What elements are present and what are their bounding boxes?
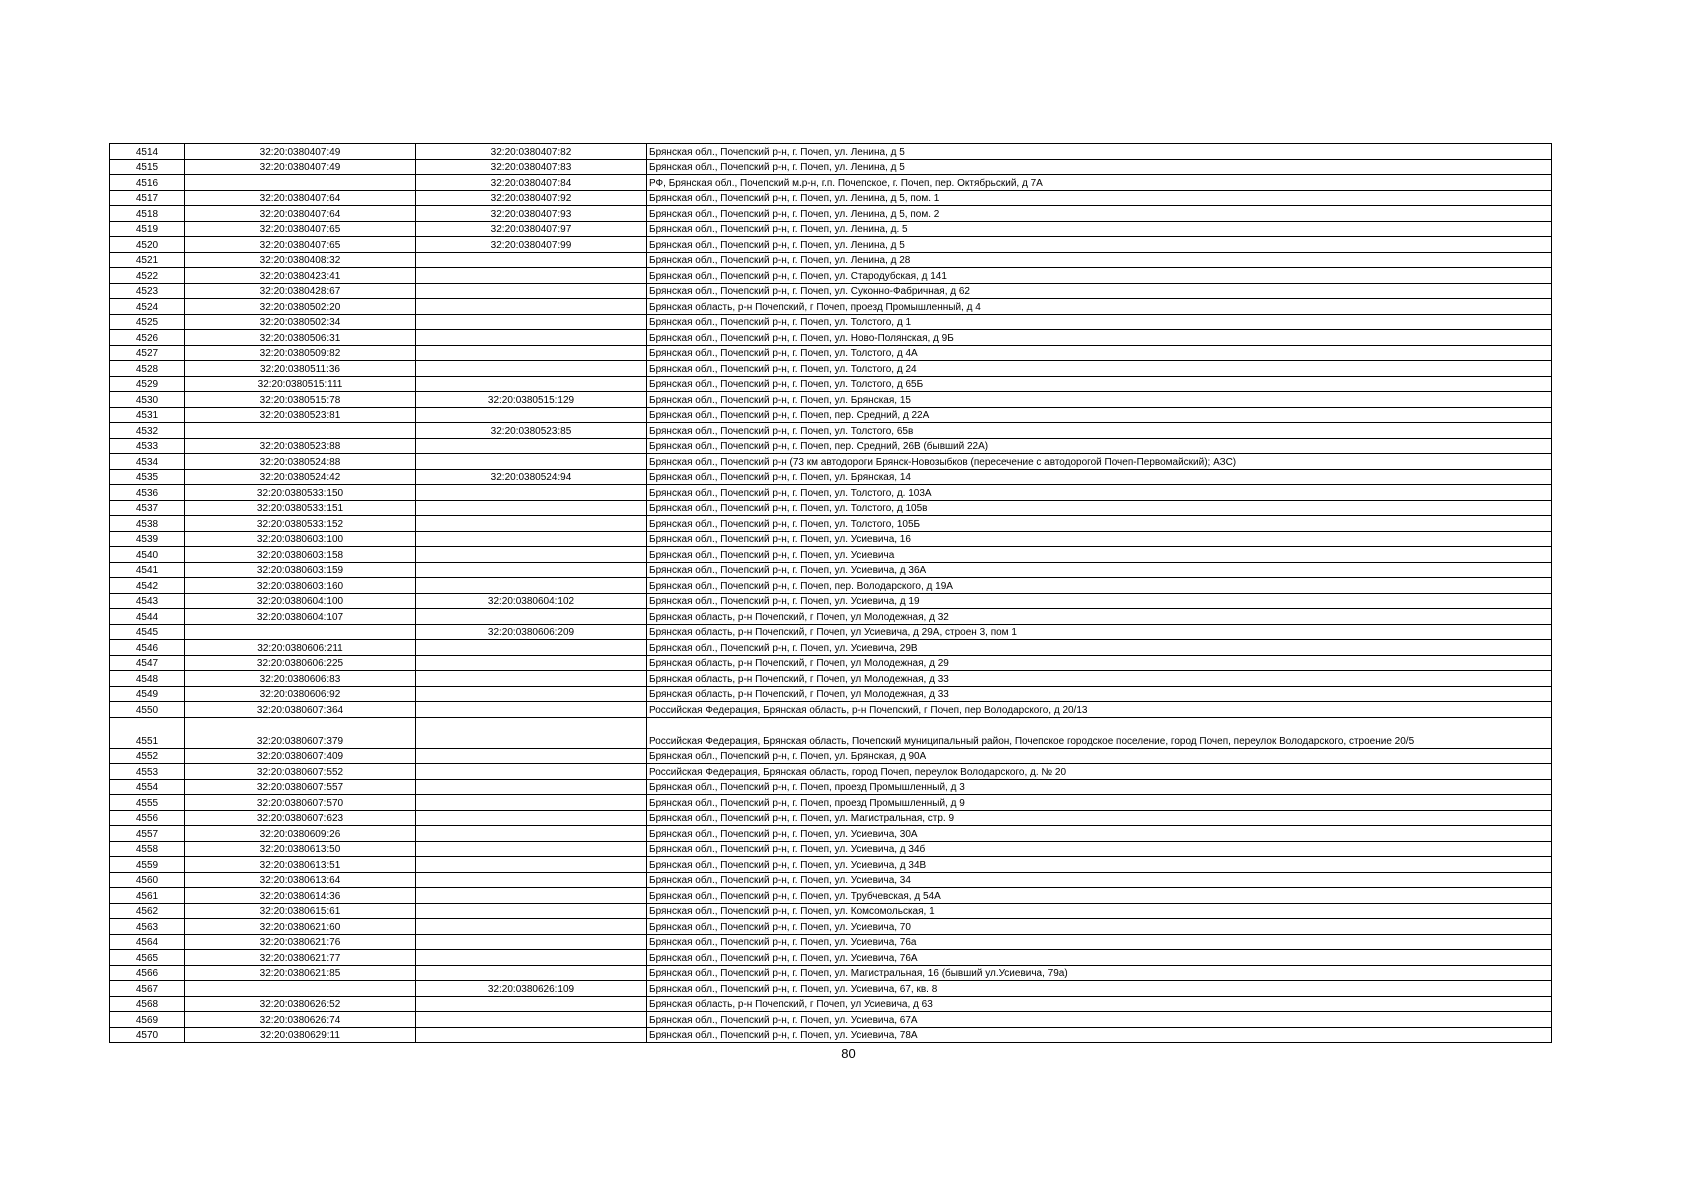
sub-cadastral-number-cell (416, 485, 647, 501)
table-row (110, 919, 1552, 935)
address-cell: Брянская обл., Почепский р-н, г. Почеп, ул. Толстого, д 1 (647, 314, 1552, 330)
cadastral-number-cell (185, 624, 416, 640)
row-number-cell: 4536 (110, 485, 185, 501)
sub-cadastral-number-cell (416, 376, 647, 392)
address-cell: Брянская обл., Почепский р-н, г. Почеп, ул. Толстого, д 4А (647, 345, 1552, 361)
cadastral-number-cell: 32:20:0380604:107 (185, 609, 416, 625)
address-cell: Брянская обл., Почепский р-н, г. Почеп, ул. Усиевича, 78А (647, 1027, 1552, 1043)
address-cell: РФ, Брянская обл., Почепский м.р-н, г.п. Почепское, г. Почеп, пер. Октябрьский, д 7А (647, 175, 1552, 191)
sub-cadastral-number-cell (416, 531, 647, 547)
address-cell: Брянская обл., Почепский р-н, г. Почеп, ул. Усиевича, 67А (647, 1012, 1552, 1028)
row-number-cell: 4560 (110, 872, 185, 888)
table-row (110, 965, 1552, 981)
row-number-cell: 4538 (110, 516, 185, 532)
sub-cadastral-number-cell: 32:20:0380626:109 (416, 981, 647, 997)
sub-cadastral-number-cell (416, 950, 647, 966)
row-number-cell: 4564 (110, 934, 185, 950)
table-row (110, 903, 1552, 919)
row-number-cell: 4559 (110, 857, 185, 873)
table-row (110, 950, 1552, 966)
cadastral-number-cell: 32:20:0380607:623 (185, 810, 416, 826)
cadastral-number-cell: 32:20:0380615:61 (185, 903, 416, 919)
sub-cadastral-number-cell (416, 717, 647, 748)
address-cell: Брянская обл., Почепский р-н, г. Почеп, ул. Ленина, д 5 (647, 144, 1552, 160)
sub-cadastral-number-cell (416, 268, 647, 284)
sub-cadastral-number-cell: 32:20:0380407:99 (416, 237, 647, 253)
row-number-cell: 4527 (110, 345, 185, 361)
address-cell: Брянская обл., Почепский р-н, г. Почеп, ул. Толстого, д 105в (647, 500, 1552, 516)
address-cell: Брянская обл., Почепский р-н, г. Почеп, ул. Усиевича, 67, кв. 8 (647, 981, 1552, 997)
address-cell: Брянская обл., Почепский р-н, г. Почеп, ул. Суконно-Фабричная, д 62 (647, 283, 1552, 299)
cadastral-number-cell: 32:20:0380604:100 (185, 593, 416, 609)
sub-cadastral-number-cell: 32:20:0380407:84 (416, 175, 647, 191)
registry-table (109, 143, 1552, 1043)
cadastral-number-cell: 32:20:0380407:49 (185, 144, 416, 160)
cadastral-number-cell: 32:20:0380509:82 (185, 345, 416, 361)
address-cell: Брянская обл., Почепский р-н, г. Почеп, ул. Ленина, д 5 (647, 237, 1552, 253)
row-number-cell: 4562 (110, 903, 185, 919)
address-cell: Брянская обл., Почепский р-н, г. Почеп, пер. Средний, д 22А (647, 407, 1552, 423)
table-row (110, 671, 1552, 687)
cadastral-number-cell: 32:20:0380408:32 (185, 252, 416, 268)
cadastral-number-cell: 32:20:0380502:34 (185, 314, 416, 330)
address-cell: Брянская обл., Почепский р-н, г. Почеп, проезд Промышленный, д 3 (647, 779, 1552, 795)
sub-cadastral-number-cell (416, 283, 647, 299)
table-row (110, 1027, 1552, 1043)
cadastral-number-cell: 32:20:0380407:64 (185, 190, 416, 206)
sub-cadastral-number-cell: 32:20:0380407:83 (416, 159, 647, 175)
address-cell: Брянская обл., Почепский р-н, г. Почеп, ул. Усиевича (647, 547, 1552, 563)
table-row (110, 609, 1552, 625)
cadastral-number-cell: 32:20:0380626:52 (185, 996, 416, 1012)
row-number-cell: 4522 (110, 268, 185, 284)
sub-cadastral-number-cell: 32:20:0380407:93 (416, 206, 647, 222)
row-number-cell: 4561 (110, 888, 185, 904)
cadastral-number-cell: 32:20:0380607:409 (185, 748, 416, 764)
address-cell: Брянская обл., Почепский р-н, г. Почеп, ул. Усиевича, 34 (647, 872, 1552, 888)
row-number-cell: 4515 (110, 159, 185, 175)
table-row (110, 237, 1552, 253)
table-row (110, 159, 1552, 175)
table-row (110, 872, 1552, 888)
address-cell: Брянская обл., Почепский р-н, г. Почеп, пер. Средний, 26В (бывший 22А) (647, 438, 1552, 454)
address-cell: Брянская обл., Почепский р-н, г. Почеп, ул. Трубчевская, д 54А (647, 888, 1552, 904)
table-row (110, 221, 1552, 237)
address-cell: Брянская обл., Почепский р-н (73 км автодороги Брянск-Новозыбков (пересечение с автодорогой Почеп-Первомайский); АЗС) (647, 454, 1552, 470)
row-number-cell: 4520 (110, 237, 185, 253)
sub-cadastral-number-cell (416, 655, 647, 671)
table-row (110, 438, 1552, 454)
row-number-cell: 4558 (110, 841, 185, 857)
table-row (110, 593, 1552, 609)
cadastral-number-cell: 32:20:0380603:158 (185, 547, 416, 563)
cadastral-number-cell: 32:20:0380607:364 (185, 702, 416, 718)
address-cell: Брянская область, р-н Почепский, г Почеп, ул Молодежная, д 33 (647, 686, 1552, 702)
row-number-cell: 4529 (110, 376, 185, 392)
sub-cadastral-number-cell (416, 516, 647, 532)
table-row (110, 1012, 1552, 1028)
address-cell: Брянская обл., Почепский р-н, г. Почеп, ул. Усиевича, д 34б (647, 841, 1552, 857)
table-row (110, 888, 1552, 904)
table-row (110, 500, 1552, 516)
sub-cadastral-number-cell (416, 252, 647, 268)
address-cell: Брянская обл., Почепский р-н, г. Почеп, ул. Магистральная, стр. 9 (647, 810, 1552, 826)
table-row (110, 252, 1552, 268)
row-number-cell: 4554 (110, 779, 185, 795)
table-row (110, 392, 1552, 408)
table-row (110, 810, 1552, 826)
table-row (110, 330, 1552, 346)
table-row (110, 361, 1552, 377)
cadastral-number-cell: 32:20:0380629:11 (185, 1027, 416, 1043)
sub-cadastral-number-cell: 32:20:0380515:129 (416, 392, 647, 408)
cadastral-number-cell: 32:20:0380523:81 (185, 407, 416, 423)
address-cell: Брянская обл., Почепский р-н, г. Почеп, ул. Брянская, д 90А (647, 748, 1552, 764)
sub-cadastral-number-cell (416, 841, 647, 857)
row-number-cell: 4516 (110, 175, 185, 191)
cadastral-number-cell: 32:20:0380613:64 (185, 872, 416, 888)
registry-body (110, 144, 1552, 1043)
table-row (110, 531, 1552, 547)
sub-cadastral-number-cell (416, 872, 647, 888)
sub-cadastral-number-cell: 32:20:0380606:209 (416, 624, 647, 640)
sub-cadastral-number-cell (416, 578, 647, 594)
cadastral-number-cell: 32:20:0380613:50 (185, 841, 416, 857)
row-number-cell: 4531 (110, 407, 185, 423)
table-row (110, 779, 1552, 795)
row-number-cell: 4533 (110, 438, 185, 454)
sub-cadastral-number-cell (416, 686, 647, 702)
table-row (110, 144, 1552, 160)
row-number-cell: 4521 (110, 252, 185, 268)
row-number-cell: 4523 (110, 283, 185, 299)
sub-cadastral-number-cell (416, 547, 647, 563)
address-cell: Российская Федерация, Брянская область, р-н Почепский, г Почеп, пер Володарского, д 20/13 (647, 702, 1552, 718)
sub-cadastral-number-cell: 32:20:0380523:85 (416, 423, 647, 439)
cadastral-number-cell: 32:20:0380502:20 (185, 299, 416, 315)
address-cell: Брянская обл., Почепский р-н, г. Почеп, ул. Усиевича, 70 (647, 919, 1552, 935)
table-row (110, 857, 1552, 873)
sub-cadastral-number-cell (416, 919, 647, 935)
row-number-cell: 4534 (110, 454, 185, 470)
address-cell: Брянская обл., Почепский р-н, г. Почеп, проезд Промышленный, д 9 (647, 795, 1552, 811)
table-row (110, 175, 1552, 191)
table-row (110, 469, 1552, 485)
cadastral-number-cell: 32:20:0380533:152 (185, 516, 416, 532)
sub-cadastral-number-cell (416, 438, 647, 454)
row-number-cell: 4555 (110, 795, 185, 811)
table-row (110, 407, 1552, 423)
sub-cadastral-number-cell (416, 345, 647, 361)
cadastral-number-cell: 32:20:0380609:26 (185, 826, 416, 842)
cadastral-number-cell: 32:20:0380407:64 (185, 206, 416, 222)
table-row (110, 547, 1552, 563)
address-cell: Брянская обл., Почепский р-н, г. Почеп, ул. Усиевича, д 34В (647, 857, 1552, 873)
cadastral-number-cell: 32:20:0380533:150 (185, 485, 416, 501)
cadastral-number-cell: 32:20:0380606:92 (185, 686, 416, 702)
sub-cadastral-number-cell (416, 965, 647, 981)
table-row (110, 748, 1552, 764)
row-number-cell: 4557 (110, 826, 185, 842)
cadastral-number-cell: 32:20:0380621:60 (185, 919, 416, 935)
sub-cadastral-number-cell (416, 764, 647, 780)
cadastral-number-cell: 32:20:0380621:85 (185, 965, 416, 981)
address-cell: Брянская область, р-н Почепский, г Почеп, ул Молодежная, д 32 (647, 609, 1552, 625)
sub-cadastral-number-cell (416, 779, 647, 795)
address-cell: Брянская обл., Почепский р-н, г. Почеп, ул. Комсомольская, 1 (647, 903, 1552, 919)
cadastral-number-cell (185, 175, 416, 191)
address-cell: Брянская обл., Почепский р-н, г. Почеп, пер. Володарского, д 19А (647, 578, 1552, 594)
row-number-cell: 4548 (110, 671, 185, 687)
table-row (110, 516, 1552, 532)
address-cell: Брянская обл., Почепский р-н, г. Почеп, ул. Усиевича, 76а (647, 934, 1552, 950)
table-row (110, 454, 1552, 470)
table-row (110, 485, 1552, 501)
table-row (110, 283, 1552, 299)
address-cell: Российская Федерация, Брянская область, Почепский муниципальный район, Почепское городское поселение, город Почеп, переулок Володарского, строение 20/5 (647, 717, 1552, 748)
address-cell: Брянская область, р-н Почепский, г Почеп, ул Молодежная, д 29 (647, 655, 1552, 671)
row-number-cell: 4567 (110, 981, 185, 997)
cadastral-number-cell: 32:20:0380506:31 (185, 330, 416, 346)
cadastral-number-cell: 32:20:0380607:379 (185, 717, 416, 748)
cadastral-number-cell: 32:20:0380626:74 (185, 1012, 416, 1028)
page-number: 80 (841, 1046, 856, 1061)
row-number-cell: 4540 (110, 547, 185, 563)
address-cell: Брянская обл., Почепский р-н, г. Почеп, ул. Ленина, д 5 (647, 159, 1552, 175)
sub-cadastral-number-cell (416, 640, 647, 656)
cadastral-number-cell: 32:20:0380607:557 (185, 779, 416, 795)
table-row (110, 934, 1552, 950)
address-cell: Брянская обл., Почепский р-н, г. Почеп, ул. Толстого, д 24 (647, 361, 1552, 377)
table-row (110, 578, 1552, 594)
address-cell: Брянская обл., Почепский р-н, г. Почеп, ул. Ленина, д 28 (647, 252, 1552, 268)
sub-cadastral-number-cell: 32:20:0380407:97 (416, 221, 647, 237)
cadastral-number-cell: 32:20:0380515:111 (185, 376, 416, 392)
address-cell: Брянская обл., Почепский р-н, г. Почеп, ул. Ленина, д. 5 (647, 221, 1552, 237)
address-cell: Брянская обл., Почепский р-н, г. Почеп, ул. Толстого, 65в (647, 423, 1552, 439)
sub-cadastral-number-cell (416, 361, 647, 377)
row-number-cell: 4537 (110, 500, 185, 516)
address-cell: Брянская обл., Почепский р-н, г. Почеп, ул. Ленина, д 5, пом. 1 (647, 190, 1552, 206)
row-number-cell: 4565 (110, 950, 185, 966)
address-cell: Брянская обл., Почепский р-н, г. Почеп, ул. Усиевича, 30А (647, 826, 1552, 842)
row-number-cell: 4530 (110, 392, 185, 408)
sub-cadastral-number-cell (416, 609, 647, 625)
row-number-cell: 4526 (110, 330, 185, 346)
address-cell: Брянская область, р-н Почепский, г Почеп, проезд Промышленный, д 4 (647, 299, 1552, 315)
row-number-cell: 4524 (110, 299, 185, 315)
address-cell: Брянская обл., Почепский р-н, г. Почеп, ул. Усиевича, д 36А (647, 562, 1552, 578)
cadastral-number-cell: 32:20:0380407:65 (185, 221, 416, 237)
sub-cadastral-number-cell: 32:20:0380407:82 (416, 144, 647, 160)
cadastral-number-cell: 32:20:0380614:36 (185, 888, 416, 904)
cadastral-number-cell (185, 423, 416, 439)
sub-cadastral-number-cell (416, 454, 647, 470)
table-row (110, 562, 1552, 578)
row-number-cell: 4535 (110, 469, 185, 485)
sub-cadastral-number-cell: 32:20:0380524:94 (416, 469, 647, 485)
cadastral-number-cell: 32:20:0380621:76 (185, 934, 416, 950)
address-cell: Российская Федерация, Брянская область, город Почеп, переулок Володарского, д. № 20 (647, 764, 1552, 780)
sub-cadastral-number-cell (416, 1012, 647, 1028)
address-cell: Брянская обл., Почепский р-н, г. Почеп, ул. Толстого, 105Б (647, 516, 1552, 532)
table-row (110, 624, 1552, 640)
cadastral-number-cell: 32:20:0380603:160 (185, 578, 416, 594)
sub-cadastral-number-cell (416, 407, 647, 423)
sub-cadastral-number-cell (416, 826, 647, 842)
cadastral-number-cell: 32:20:0380603:159 (185, 562, 416, 578)
cadastral-number-cell: 32:20:0380423:41 (185, 268, 416, 284)
address-cell: Брянская область, р-н Почепский, г Почеп, ул Усиевича, д 29А, строен 3, пом 1 (647, 624, 1552, 640)
cadastral-number-cell: 32:20:0380533:151 (185, 500, 416, 516)
table-row (110, 826, 1552, 842)
row-number-cell: 4517 (110, 190, 185, 206)
row-number-cell: 4546 (110, 640, 185, 656)
sub-cadastral-number-cell (416, 1027, 647, 1043)
cadastral-number-cell: 32:20:0380515:78 (185, 392, 416, 408)
sub-cadastral-number-cell (416, 996, 647, 1012)
table-row (110, 314, 1552, 330)
row-number-cell: 4514 (110, 144, 185, 160)
table-row (110, 423, 1552, 439)
row-number-cell: 4547 (110, 655, 185, 671)
row-number-cell: 4551 (110, 717, 185, 748)
table-row (110, 640, 1552, 656)
table-row (110, 190, 1552, 206)
row-number-cell: 4556 (110, 810, 185, 826)
cadastral-number-cell: 32:20:0380603:100 (185, 531, 416, 547)
address-cell: Брянская обл., Почепский р-н, г. Почеп, ул. Стародубская, д 141 (647, 268, 1552, 284)
row-number-cell: 4543 (110, 593, 185, 609)
row-number-cell: 4541 (110, 562, 185, 578)
sub-cadastral-number-cell (416, 330, 647, 346)
sub-cadastral-number-cell (416, 314, 647, 330)
address-cell: Брянская обл., Почепский р-н, г. Почеп, ул. Усиевича, 16 (647, 531, 1552, 547)
row-number-cell: 4569 (110, 1012, 185, 1028)
table-row (110, 717, 1552, 748)
cadastral-number-cell: 32:20:0380607:552 (185, 764, 416, 780)
cadastral-number-cell: 32:20:0380524:42 (185, 469, 416, 485)
cadastral-number-cell: 32:20:0380407:65 (185, 237, 416, 253)
row-number-cell: 4525 (110, 314, 185, 330)
sub-cadastral-number-cell (416, 299, 647, 315)
sub-cadastral-number-cell (416, 903, 647, 919)
row-number-cell: 4566 (110, 965, 185, 981)
sub-cadastral-number-cell (416, 671, 647, 687)
sub-cadastral-number-cell (416, 702, 647, 718)
cadastral-number-cell: 32:20:0380613:51 (185, 857, 416, 873)
sub-cadastral-number-cell (416, 888, 647, 904)
address-cell: Брянская обл., Почепский р-н, г. Почеп, ул. Брянская, 15 (647, 392, 1552, 408)
sub-cadastral-number-cell (416, 857, 647, 873)
sub-cadastral-number-cell (416, 500, 647, 516)
address-cell: Брянская обл., Почепский р-н, г. Почеп, ул. Усиевича, д 19 (647, 593, 1552, 609)
cadastral-number-cell: 32:20:0380407:49 (185, 159, 416, 175)
row-number-cell: 4553 (110, 764, 185, 780)
address-cell: Брянская обл., Почепский р-н, г. Почеп, ул. Брянская, 14 (647, 469, 1552, 485)
address-cell: Брянская область, р-н Почепский, г Почеп, ул Усиевича, д 63 (647, 996, 1552, 1012)
address-cell: Брянская обл., Почепский р-н, г. Почеп, ул. Ленина, д 5, пом. 2 (647, 206, 1552, 222)
table-row (110, 345, 1552, 361)
sub-cadastral-number-cell (416, 810, 647, 826)
cadastral-number-cell: 32:20:0380621:77 (185, 950, 416, 966)
table-row (110, 702, 1552, 718)
address-cell: Брянская область, р-н Почепский, г Почеп, ул Молодежная, д 33 (647, 671, 1552, 687)
row-number-cell: 4545 (110, 624, 185, 640)
row-number-cell: 4532 (110, 423, 185, 439)
sub-cadastral-number-cell: 32:20:0380604:102 (416, 593, 647, 609)
cadastral-number-cell: 32:20:0380606:225 (185, 655, 416, 671)
row-number-cell: 4570 (110, 1027, 185, 1043)
row-number-cell: 4550 (110, 702, 185, 718)
table-row (110, 376, 1552, 392)
sub-cadastral-number-cell (416, 562, 647, 578)
table-row (110, 299, 1552, 315)
cadastral-number-cell: 32:20:0380524:88 (185, 454, 416, 470)
table-row (110, 764, 1552, 780)
address-cell: Брянская обл., Почепский р-н, г. Почеп, ул. Толстого, д. 103А (647, 485, 1552, 501)
cadastral-number-cell: 32:20:0380606:83 (185, 671, 416, 687)
sub-cadastral-number-cell (416, 795, 647, 811)
row-number-cell: 4518 (110, 206, 185, 222)
cadastral-number-cell: 32:20:0380428:67 (185, 283, 416, 299)
table-row (110, 655, 1552, 671)
table-row (110, 841, 1552, 857)
address-cell: Брянская обл., Почепский р-н, г. Почеп, ул. Усиевича, 29В (647, 640, 1552, 656)
address-cell: Брянская обл., Почепский р-н, г. Почеп, ул. Ново-Полянская, д 9Б (647, 330, 1552, 346)
table-row (110, 686, 1552, 702)
row-number-cell: 4544 (110, 609, 185, 625)
table-row (110, 795, 1552, 811)
cadastral-number-cell: 32:20:0380606:211 (185, 640, 416, 656)
table-row (110, 996, 1552, 1012)
row-number-cell: 4539 (110, 531, 185, 547)
table-row (110, 206, 1552, 222)
address-cell: Брянская обл., Почепский р-н, г. Почеп, ул. Усиевича, 76А (647, 950, 1552, 966)
sub-cadastral-number-cell (416, 748, 647, 764)
row-number-cell: 4552 (110, 748, 185, 764)
cadastral-number-cell: 32:20:0380523:88 (185, 438, 416, 454)
sub-cadastral-number-cell: 32:20:0380407:92 (416, 190, 647, 206)
row-number-cell: 4528 (110, 361, 185, 377)
table-row (110, 268, 1552, 284)
row-number-cell: 4568 (110, 996, 185, 1012)
row-number-cell: 4549 (110, 686, 185, 702)
row-number-cell: 4542 (110, 578, 185, 594)
cadastral-number-cell: 32:20:0380511:36 (185, 361, 416, 377)
address-cell: Брянская обл., Почепский р-н, г. Почеп, ул. Магистральная, 16 (бывший ул.Усиевича, 79а) (647, 965, 1552, 981)
cadastral-number-cell (185, 981, 416, 997)
address-cell: Брянская обл., Почепский р-н, г. Почеп, ул. Толстого, д 65Б (647, 376, 1552, 392)
table-row (110, 981, 1552, 997)
cadastral-number-cell: 32:20:0380607:570 (185, 795, 416, 811)
row-number-cell: 4563 (110, 919, 185, 935)
sub-cadastral-number-cell (416, 934, 647, 950)
row-number-cell: 4519 (110, 221, 185, 237)
